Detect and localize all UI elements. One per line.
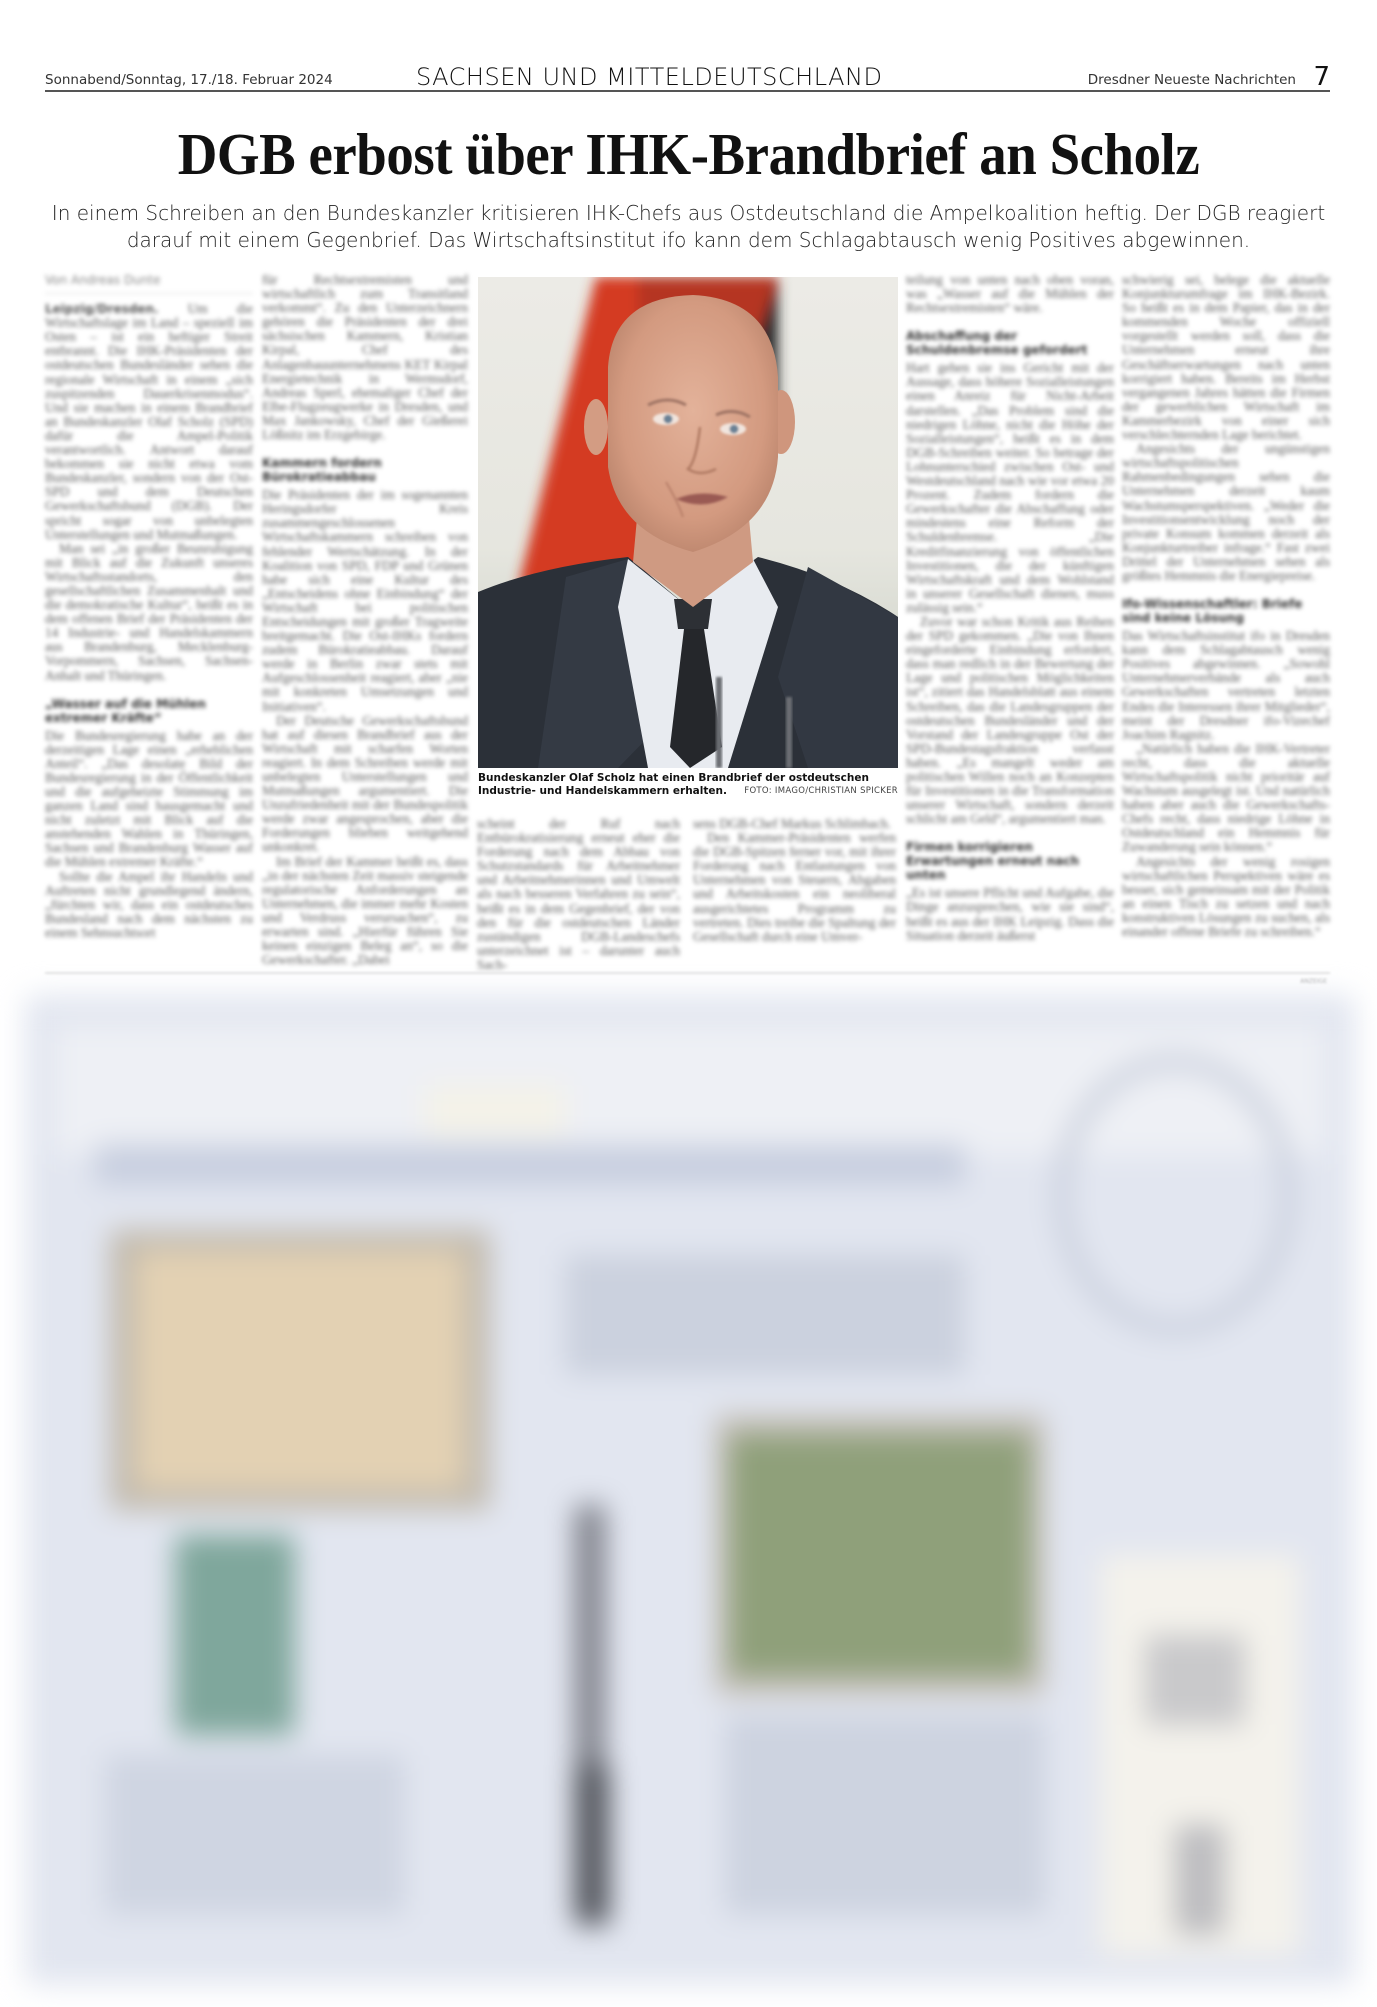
subheading: Abschaffung der Schuldenbremse gefordert: [906, 329, 1088, 358]
ad-ribbon-graphic: [175, 1535, 295, 1735]
paragraph: schwierig sei, belege die aktuelle Konjunkturumfrage im IHK-Bezirk. So heißt es in dem Papier, das in der kommenden Woche offiziell vorgestellt werden soll, dass die Unternehmen erneut ihre Geschäftserwartungen nach unten korrigiert haben. Bereits im Herbst vergangenen Jahres hätten die Firmen der gewerblichen Wirtschaft im Kammerbezirk von einer sich verschlechternden Lage berichtet.: [1122, 272, 1330, 443]
ad-headline-bar: [95, 1145, 965, 1185]
paragraph: Die Bundesregierung habe an der derzeitigen Lage einen „erheblichen Anteil“. „Das desolate Bild der Bundesregierung in der Öffentlichkeit und die aufgeheizte Stimmung im ganzen Land sind hausgemacht und nicht zuletzt mit Blick auf die anstehenden Wahlen in Thüringen, Sachsen und Brandenburg Wasser auf die Mühlen extremer Kräfte.“: [45, 727, 253, 870]
ad-image-2: [730, 1435, 1030, 1675]
ad-circle-graphic: [1055, 1055, 1295, 1335]
article-deck: In einem Schreiben an den Bundeskanzler kritisieren IHK-Chefs aus Ostdeutschland die Ampelkoalition heftig. Der DGB reagiert darauf mit einem Gegenbrief. Das Wirtschaftsinstitut ifo kann dem Schlagabtausch wenig Positives abgewinnen.: [51, 201, 1326, 252]
article-column-4: [693, 817, 896, 944]
issue-date: Sonnabend/Sonntag, 17./18. Februar 2024: [45, 72, 333, 88]
ad-text-block-3: [105, 1755, 405, 1915]
subheading: Kammern fordern Bürokratieabbau: [262, 456, 382, 485]
article-bottom-rule: [45, 972, 1330, 974]
paragraph: Leipzig/Dresden. Um die Wirtschaftslage im Land – speziell im Osten – ist ein heftiger Streit entbrannt. Die IHK-Präsidenten der ostdeutschen Bundesländer sehen die regionale Wirtschaft in einem „sich zuspitzenden Dauerkrisenmodus“. Und sie machen in einem Brandbrief an Bundeskanzler Olaf Scholz (SPD) dafür die Ampel-Politik verantwortlich. Antwort darauf bekommen sie nicht etwa vom Bundeskanzler, sondern von der Ost-SPD und dem Deutschen Gewerkschaftsbund (DGB). Der spricht sogar von unbelegten Unterstellungen und Mutmaßungen.: [45, 301, 253, 542]
ad-side-graphic-2: [1175, 1825, 1225, 1935]
paragraph: Angesichts der wenig rosigen wirtschaftlichen Perspektiven wäre es besser, sich gemeinsam mit der Politik an einen Tisch zu setzen und nach konstruktiven Lösungen zu suchen, als einander offene Briefe zu schreiben.“: [1122, 853, 1330, 940]
paragraph: Den Kammer-Präsidenten werfen die DGB-Spitzen ferner vor, mit ihrer Forderung nach Entlastungen von Unternehmen von Steuern, Abgaben und Arbeitskosten ein neoliberal ausgerichtetes Programm zu vertreten. Dies treibe die Spaltung der Gesellschaft durch eine Umver-: [693, 830, 896, 944]
article-column-6: [1122, 273, 1330, 939]
dateline: Leipzig/Dresden.: [45, 302, 159, 317]
paragraph: Hart gehen sie ins Gericht mit der Aussage, dass höhere Sozialleistungen einen Anreiz für Nicht-Arbeit darstellen. „Das Problem sind die niedrigen Löhne, nicht die Höhe der Sozialleistungen“, heißt es in dem DGB-Schreiben weiter. So betrage der Lohnunterschied zwischen Ost- und Westdeutschland nach wie vor etwa 20 Prozent. Zudem fordern die Gewerkschafter die Abschaffung oder mindestens eine Reform der Schuldenbremse. „Die Kreditfinanzierung von öffentlichen Investitionen, die der künftigen Wirtschaftskraft und dem Wohlstand in unserer Gesellschaft dienen, muss zulässig sein.“: [906, 360, 1114, 615]
advertisement-blurred: [25, 995, 1355, 1985]
byline: Von Andreas Dunte: [45, 273, 253, 294]
paragraph: sens DGB-Chef Markus Schlimbach.: [693, 816, 891, 831]
page-number: 7: [1313, 62, 1330, 92]
subheading: Ifo-Wissenschaftler: Briefe sind keine Lösung: [1122, 597, 1303, 626]
article-column-5: [906, 273, 1114, 943]
article-column-1: [45, 273, 253, 940]
paragraph: Zuvor war schon Kritik aus Reihen der SPD gekommen. „Die von Ihnen eingeforderte Einbindung erfordert, dass man redlich in der Bewertung der Lage und politischen Möglichkeiten ist“, zitiert das Handelsblatt aus einem Schreiben, das die Landesgruppen der ostdeutschen Bundesländer und der Vorstand der Landesgruppe Ost der SPD-Bundestagsfraktion verfasst haben. „Es mangelt weder am politischen Willen noch an Konzepten für Investitionen in die Transformation unserer Wirtschaft, sondern derzeit schlicht am Geld“, argumentiert man.: [906, 613, 1114, 827]
subheading: Firmen korrigieren Erwartungen erneut nach unten: [906, 840, 1079, 883]
article-end-mark: ANZEIGE: [1300, 978, 1327, 985]
paragraph: Das Wirtschaftsinstitut ifo in Dresden kann dem Schlagabtausch wenig Positives abgewinnen. „Sowohl Unternehmerverbände als auch Gewerkschaften vertreten letzten Endes die Interessen ihrer Mitglieder“, meint der Dresdner ifo-Vizechef Joachim Ragnitz.: [1122, 628, 1330, 742]
paragraph: Der Deutsche Gewerkschaftsbund hat auf diesen Brandbrief aus der Wirtschaft mit scharfen Worten reagiert. In dem Schreiben werde mit unbelegten Unterstellungen und Mutmaßungen argumentiert. Die Unzufriedenheit mit der Bundespolitik werde zwar angesprochen, aber die Forderungen blieben weitgehend unkonkret.: [262, 712, 468, 855]
ad-vertical-object-dark: [575, 1765, 609, 1925]
ad-image-1: [135, 1250, 465, 1490]
paragraph: „Es ist unsere Pflicht und Aufgabe, die Dinge anzusprechen, wie sie sind“, heißt es aus der IHK Leipzig. Dass die Situation derzeit äußerst: [906, 885, 1114, 943]
paragraph: Im Brief der Kammer heißt es, dass „in der nächsten Zeit massiv steigende regulatorische Anforderungen an Unternehmen, die immer mehr Kosten und Verdruss verursachen“, zu erwarten sind. „Hierfür führen Sie keinen einzigen Beleg an“, so die Gewerkschafter. „Dabei: [262, 853, 468, 968]
ad-side-graphic: [1145, 1635, 1245, 1725]
newspaper-name: Dresdner Neueste Nachrichten: [1087, 72, 1296, 88]
ad-text-block-2: [725, 1715, 1045, 1915]
paragraph: Angesichts der ungünstigen wirtschaftspolitischen Rahmenbedingungen sehen die Unternehmen derzeit kaum Wachstumsperspektiven. „Weder die Investitionsentwicklung noch der private Konsum kommen derzeit als Konjunkturtreiber infrage.“ Fast zwei Drittel der Unternehmen sehen als größtes Hemmnis die Energiepreise.: [1122, 441, 1330, 583]
paragraph: Man sei „in großer Beunruhigung mit Blick auf die Zukunft unseres Wirtschaftsstandorts, den gesellschaftlichen Zusammenhalt und die demokratische Kultur“, heißt es in dem offenen Brief der Präsidenten der 14 Industrie- und Handelskammern aus Brandenburg, Mecklenburg-Vorpommern, Sachsen, Sachsen-Anhalt und Thüringen.: [45, 540, 253, 683]
ad-logo-area: [425, 1085, 565, 1135]
photo-caption: [478, 772, 898, 798]
paragraph: scheint der Ruf nach Entbürokratisierung erneut eher die Forderung nach dem Abbau von Schutzstandards für Arbeitnehmer und Arbeitnehmerinnen und Umwelt als nach besseren Verfahren zu sein“, heißt es in dem Gegenbrief, der von den für die ostdeutschen Länder zuständigen DGB-Landeschefs unterzeichnet ist – darunter auch Sach-: [477, 816, 680, 972]
subheading: „Wasser auf die Mühlen extremer Kräfte“: [45, 696, 206, 725]
paragraph: „Natürlich haben die IHK-Vertreter recht, dass die aktuelle Wirtschaftspolitik nicht prioritär auf Wachstum ausgelegt ist. Und natürlich haben aber auch die Gewerkschafts-Chefs recht, dass niedrige Löhne in Ostdeutschland ein Hemmnis für Zuwanderung sein können.“: [1122, 740, 1330, 855]
caption-text: Bundeskanzler Olaf Scholz hat einen Brandbrief der ostdeutschen Industrie- und Handelskammern erhalten.: [478, 772, 869, 797]
paragraph: teilung von unten nach oben voran, was „Wasser auf die Mühlen der Rechtsextremisten“ wäre.: [906, 272, 1114, 316]
paragraph: für Rechtsextremisten und wirtschaftlich zum Transitland verkommt“. Zu den Unterzeichnern gehören die Präsidenten der drei sächsischen Kammern, Kristian Kirpal, Chef des Anlagenbauunternehmens KET Kirpal Energietechnik in Wermsdorf, Andreas Sperl, ehemaliger Chef der Elbe-Flugzeugwerke in Dresden, und Max Jankowsky, Chef der Gießerei Lößnitz im Erzgebirge.: [262, 272, 468, 443]
paragraph: Sollte die Ampel ihr Handeln und Auftreten nicht grundlegend ändern, „fürchten wir, dass ein ostdeutsches Bundesland nach dem nächsten zu einem Sehnsuchtsort: [45, 868, 253, 940]
article-column-2: [262, 273, 468, 967]
section-title: SACHSEN UND MITTELDEUTSCHLAND: [416, 63, 883, 91]
article-photo: [478, 277, 898, 768]
article-column-3: [477, 817, 680, 972]
ad-text-block-1: [565, 1255, 965, 1375]
page-masthead: [45, 62, 1330, 92]
paragraph: Die Präsidenten der im sogenannten Heringsdorfer Kreis zusammengeschlossenen Wirtschaftskammern schreiben von fehlender Wertschätzung. In der Koalition von SPD, FDP und Grünen habe sich eine Kultur des „Entscheidens ohne Einbindung“ der Wirtschaft bei politischen Entscheidungen mit großer Tragweite breitgemacht. Die Ost-IHKs fordern zudem Bürokratieabbau. Darauf werde in Berlin zwar stets mit Aufgeschlossenheit reagiert, aber „nie mit konkreten Umsetzungen und Initiativen“.: [262, 487, 468, 714]
photo-credit: FOTO: IMAGO/CHRISTIAN SPICKER: [744, 786, 898, 796]
portrait-photo-illustration: [478, 277, 898, 768]
article-headline: DGB erbost über IHK-Brandbrief an Scholz: [177, 121, 1200, 187]
